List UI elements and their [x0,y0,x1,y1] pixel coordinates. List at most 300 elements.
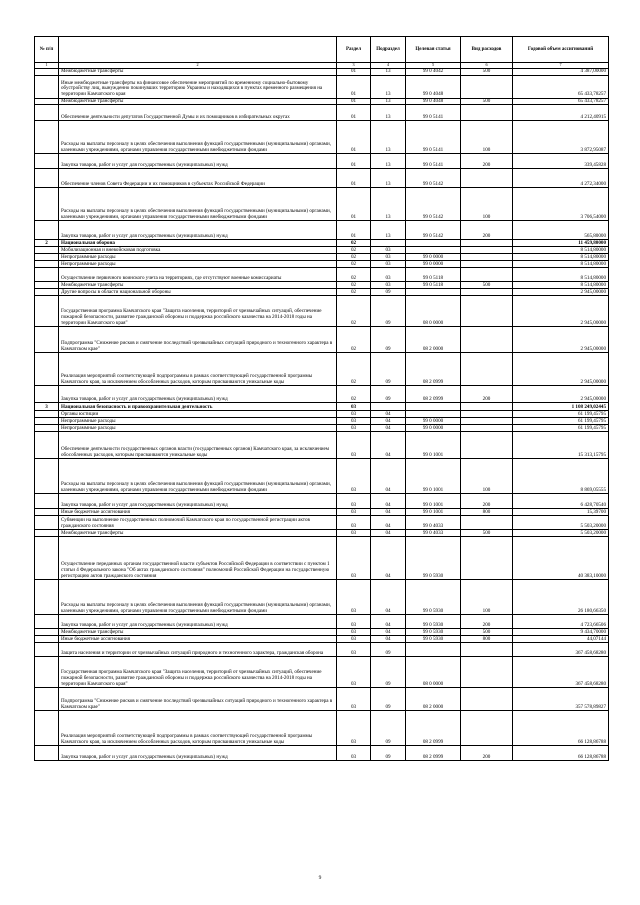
cell-amount: 367 458,68280 [513,657,609,688]
cell-amount: 3 706,54000 [513,188,609,221]
cell-target [406,411,461,418]
table-row [35,254,609,261]
cell-subsection: 09 [371,296,406,327]
table-row [35,643,609,657]
cell-amount: 40 383,10000 [513,537,609,580]
cell-exptype [461,105,513,121]
cell-name: Расходы на выплаты персоналу в целях обеспечения выполнения функций государственными (муниципальными) органами, казенными учреждениями, органами управления государственными внебюджетными фондами [59,459,337,494]
cell-amount: 9 434,70000 [513,629,609,636]
cell-name: Субвенции на выполнение государственных полномочий Камчатского края по государственной регистрации актов гражданского состояния [59,516,337,530]
cell-name: Иные межбюджетные трансферты на финансовое обеспечение мероприятий по временному социально-бытовому обустройству лиц, вынужденно покинувших территорию Украины и находящихся в пунктах временного размещения на территории Камчатского края [59,75,337,98]
cell-section: 01 [337,75,371,98]
cell-section: 03 [337,459,371,494]
cell-subsection: 13 [371,121,406,154]
cell-section: 03 [337,636,371,643]
header-subsection: Подраздел [371,37,406,63]
cell-name: Государственная программа Камчатского края "Защита населения, территорий от чрезвычайных ситуаций, обеспечение пожарной безопасности, развитие гражданской обороны и поддержка российского казачества на 2014-2018 годы на территории Камчатского края" [59,296,337,327]
column-index: 4 [371,63,406,69]
cell-subsection: 09 [371,657,406,688]
cell-subsection: 09 [371,711,406,746]
table-row [35,494,609,509]
cell-target [406,240,461,247]
table-row [35,411,609,418]
cell-section: 03 [337,629,371,636]
cell-subsection: 09 [371,327,406,353]
cell-num [35,105,59,121]
cell-section: 01 [337,188,371,221]
cell-exptype [461,268,513,282]
cell-subsection: 13 [371,221,406,240]
cell-amount: 2 945,00000 [513,327,609,353]
cell-section: 02 [337,327,371,353]
cell-exptype: 100 [461,459,513,494]
cell-exptype [461,169,513,188]
cell-num [35,261,59,268]
cell-target: 08 2 0999 [406,353,461,386]
cell-exptype: 100 [461,121,513,154]
cell-subsection [371,403,406,411]
cell-exptype [461,516,513,530]
cell-num [35,69,59,76]
cell-name: Защита населения и территории от чрезвычайных ситуаций природного и техногенного характера, гражданская оборона [59,643,337,657]
cell-amount: 8 514,80000 [513,247,609,254]
table-row [35,282,609,289]
cell-exptype [461,432,513,459]
cell-amount: 15 313,15795 [513,432,609,459]
cell-amount: 5 503,20000 [513,530,609,537]
cell-subsection: 09 [371,289,406,296]
cell-target: 99 0 1001 [406,459,461,494]
cell-section: 02 [337,386,371,403]
cell-subsection: 04 [371,411,406,418]
cell-subsection: 03 [371,254,406,261]
cell-amount: 66 128,86788 [513,711,609,746]
cell-section: 03 [337,688,371,711]
cell-exptype [461,75,513,98]
cell-exptype [461,403,513,411]
budget-table [34,36,609,761]
cell-num [35,75,59,98]
cell-num [35,509,59,516]
table-row [35,98,609,105]
cell-amount: 357 578,89827 [513,688,609,711]
cell-exptype [461,688,513,711]
cell-section: 02 [337,254,371,261]
cell-amount: 61 199,45795 [513,411,609,418]
cell-name: Национальная безопасность и правоохранительная деятельность [59,403,337,411]
table-row [35,240,609,247]
cell-section: 02 [337,261,371,268]
column-index: 2 [59,63,337,69]
cell-num [35,296,59,327]
cell-section: 01 [337,105,371,121]
header-exptype: Вид расходов [461,37,513,63]
cell-section: 01 [337,121,371,154]
cell-num [35,169,59,188]
cell-subsection: 04 [371,516,406,530]
cell-section: 01 [337,154,371,169]
cell-exptype: 100 [461,580,513,615]
table-row [35,261,609,268]
table-row [35,188,609,221]
cell-num [35,221,59,240]
cell-num [35,537,59,580]
cell-amount: 4 212,40915 [513,105,609,121]
cell-target: 99 0 4048 [406,75,461,98]
cell-num [35,494,59,509]
cell-num [35,688,59,711]
cell-num [35,530,59,537]
header-name [59,37,337,63]
cell-exptype [461,240,513,247]
cell-amount: 61 199,45795 [513,425,609,432]
cell-amount: 8 514,80000 [513,254,609,261]
cell-target: 99 0 5118 [406,268,461,282]
cell-exptype: 200 [461,386,513,403]
cell-subsection: 04 [371,629,406,636]
cell-num [35,98,59,105]
cell-amount: 26 180,66350 [513,580,609,615]
cell-subsection: 03 [371,247,406,254]
cell-name: Расходы на выплаты персоналу в целях обеспечения выполнения функций государственными (муниципальными) органами, казенными учреждениями, органами управления государственными внебюджетными фондами [59,121,337,154]
cell-name: Обеспечение членов Совета Федерации и их помощников в субъектах Российской Федерации [59,169,337,188]
table-row [35,418,609,425]
cell-name: Межбюджетные трансферты [59,530,337,537]
cell-name: Непрограммные расходы [59,425,337,432]
cell-name: Межбюджетные трансферты [59,629,337,636]
cell-target: 99 0 5930 [406,636,461,643]
cell-num [35,432,59,459]
cell-exptype: 200 [461,494,513,509]
cell-num [35,459,59,494]
header-amount: Годовой объем ассигнований [513,37,609,63]
cell-amount: 44,07144 [513,636,609,643]
table-row [35,75,609,98]
cell-num [35,247,59,254]
cell-section: 02 [337,247,371,254]
cell-subsection: 04 [371,425,406,432]
cell-target: 08 2 0999 [406,711,461,746]
cell-amount: 8 514,80000 [513,268,609,282]
cell-target: 99 0 5142 [406,169,461,188]
cell-exptype: 100 [461,188,513,221]
cell-num: 3 [35,403,59,411]
cell-exptype: 500 [461,98,513,105]
cell-amount: 66 128,86788 [513,746,609,761]
cell-section: 03 [337,432,371,459]
cell-section: 01 [337,169,371,188]
cell-num [35,188,59,221]
cell-num [35,353,59,386]
cell-target [406,403,461,411]
cell-name: Межбюджетные трансферты [59,98,337,105]
column-index: 6 [461,63,513,69]
cell-section: 03 [337,537,371,580]
cell-exptype: 500 [461,69,513,76]
cell-num [35,268,59,282]
cell-exptype [461,411,513,418]
cell-subsection: 04 [371,432,406,459]
cell-exptype: 200 [461,746,513,761]
table-row [35,289,609,296]
table-row [35,746,609,761]
cell-num [35,418,59,425]
cell-section: 02 [337,268,371,282]
cell-subsection: 04 [371,459,406,494]
table-row [35,353,609,386]
cell-target: 99 0 5142 [406,221,461,240]
cell-exptype: 200 [461,154,513,169]
cell-num [35,657,59,688]
cell-num [35,282,59,289]
table-row [35,657,609,688]
cell-subsection [371,240,406,247]
cell-num [35,386,59,403]
cell-amount: 2 945,00000 [513,386,609,403]
cell-subsection: 09 [371,353,406,386]
cell-target [406,289,461,296]
cell-amount: 8 514,80000 [513,282,609,289]
cell-subsection: 13 [371,75,406,98]
cell-subsection: 03 [371,268,406,282]
cell-section: 02 [337,296,371,327]
table-row [35,509,609,516]
cell-target: 99 0 4033 [406,530,461,537]
cell-target [406,643,461,657]
cell-subsection: 09 [371,643,406,657]
cell-section: 03 [337,418,371,425]
cell-subsection: 04 [371,509,406,516]
cell-subsection: 09 [371,386,406,403]
cell-section: 03 [337,530,371,537]
cell-section: 01 [337,98,371,105]
cell-amount: 339,45828 [513,154,609,169]
cell-name: Закупка товаров, работ и услуг для государственных (муниципальных) нужд [59,494,337,509]
column-index: 3 [337,63,371,69]
column-index: 5 [406,63,461,69]
cell-amount: 11 459,80000 [513,240,609,247]
cell-num [35,121,59,154]
cell-name: Обеспечение деятельности государственных органов власти (государственных органов) Камчатского края, за исключением обособленных расходов, которым присваиваются уникальные коды [59,432,337,459]
cell-amount: 15,39700 [513,509,609,516]
table-row [35,516,609,530]
cell-name: Национальная оборона [59,240,337,247]
cell-amount: 61 199,45795 [513,418,609,425]
cell-section: 03 [337,711,371,746]
cell-subsection: 13 [371,154,406,169]
cell-subsection: 13 [371,169,406,188]
table-row [35,615,609,629]
table-row [35,105,609,121]
table-row [35,425,609,432]
table-row [35,459,609,494]
cell-name: Закупка товаров, работ и услуг для государственных (муниципальных) нужд [59,386,337,403]
cell-target: 99 0 1001 [406,432,461,459]
cell-section: 02 [337,282,371,289]
cell-num [35,711,59,746]
cell-exptype: 500 [461,282,513,289]
cell-amount: 8 869,05555 [513,459,609,494]
cell-target: 99 0 1001 [406,509,461,516]
cell-amount: 3 872,95087 [513,121,609,154]
cell-name: Мобилизационная и вневойсковая подготовка [59,247,337,254]
cell-name: Расходы на выплаты персоналу в целях обеспечения выполнения функций государственными (муниципальными) органами, казенными учреждениями, органами управления государственными внебюджетными фондами [59,580,337,615]
cell-exptype [461,353,513,386]
cell-section: 03 [337,425,371,432]
cell-subsection: 03 [371,261,406,268]
cell-section: 03 [337,657,371,688]
cell-name: Подпрограмма "Снижение рисков и смягчение последствий чрезвычайных ситуаций природного и техногенного характера в Камчатском крае" [59,327,337,353]
cell-name: Непрограммные расходы [59,418,337,425]
cell-num [35,289,59,296]
cell-name: Непрограммные расходы [59,254,337,261]
table-row [35,530,609,537]
cell-target: 99 0 0000 [406,425,461,432]
cell-num [35,746,59,761]
cell-subsection: 04 [371,530,406,537]
table-row [35,268,609,282]
cell-subsection: 09 [371,688,406,711]
cell-exptype [461,537,513,580]
table-body [35,69,609,761]
cell-exptype [461,296,513,327]
cell-amount: 5 503,20000 [513,516,609,530]
cell-target: 08 2 0999 [406,386,461,403]
cell-section: 03 [337,403,371,411]
cell-target: 08 2 0000 [406,688,461,711]
cell-name: Реализация мероприятий соответствующей подпрограммы в рамках соответствующей государственной программы Камчатского края, за исключением обособленных расходов, которым присваиваются уникальные коды [59,711,337,746]
cell-section: 02 [337,240,371,247]
table-row [35,432,609,459]
cell-amount: 2 945,00000 [513,289,609,296]
table-row [35,537,609,580]
cell-target: 08 0 0000 [406,296,461,327]
cell-exptype [461,327,513,353]
table-row [35,688,609,711]
cell-target: 99 0 5141 [406,105,461,121]
cell-subsection: 04 [371,636,406,643]
cell-target: 99 0 1001 [406,494,461,509]
cell-exptype: 500 [461,530,513,537]
cell-section: 03 [337,580,371,615]
cell-section: 02 [337,353,371,386]
cell-subsection: 03 [371,282,406,289]
cell-amount: 4 387,00000 [513,69,609,76]
cell-section: 02 [337,289,371,296]
table-row [35,711,609,746]
cell-exptype: 800 [461,509,513,516]
cell-num [35,516,59,530]
cell-amount: 4 272,34000 [513,169,609,188]
cell-target: 99 0 5141 [406,154,461,169]
cell-subsection: 04 [371,615,406,629]
table-row [35,296,609,327]
cell-target: 99 0 5142 [406,188,461,221]
cell-target: 08 2 0999 [406,746,461,761]
cell-target: 99 0 5930 [406,580,461,615]
header-num: № п/п [35,37,59,63]
cell-section: 01 [337,221,371,240]
column-index: 7 [513,63,609,69]
cell-amount: 2 945,00000 [513,296,609,327]
cell-amount: 2 945,00000 [513,353,609,386]
cell-amount: 65 433,78257 [513,75,609,98]
header-target: Целевая статья [406,37,461,63]
cell-subsection: 13 [371,98,406,105]
table-row [35,403,609,411]
table-row [35,580,609,615]
table-row [35,629,609,636]
cell-exptype [461,289,513,296]
cell-exptype [461,711,513,746]
cell-name: Закупка товаров, работ и услуг для государственных (муниципальных) нужд [59,221,337,240]
cell-name: Обеспечение деятельности депутатов Государственной Думы и их помощников в избирательных округах [59,105,337,121]
cell-section: 01 [337,69,371,76]
cell-target: 99 0 5930 [406,629,461,636]
cell-name: Закупка товаров, работ и услуг для государственных (муниципальных) нужд [59,154,337,169]
cell-exptype [461,425,513,432]
cell-subsection: 13 [371,188,406,221]
cell-num [35,636,59,643]
cell-amount: 1 108 249,02445 [513,403,609,411]
cell-target: 99 0 5930 [406,537,461,580]
cell-exptype [461,247,513,254]
cell-num [35,327,59,353]
cell-target: 99 0 4033 [406,516,461,530]
cell-target: 99 0 4048 [406,98,461,105]
page-number: 9 [318,875,322,881]
cell-name: Непрограммные расходы [59,261,337,268]
cell-name: Реализация мероприятий соответствующей подпрограммы в рамках соответствующей государственной программы Камчатского края, за исключением обособленных расходов, которым присваиваются уникальные коды [59,353,337,386]
table-row [35,247,609,254]
cell-exptype: 200 [461,615,513,629]
cell-amount: 565,80000 [513,221,609,240]
cell-amount: 367 458,68280 [513,643,609,657]
cell-section: 03 [337,516,371,530]
cell-name: Подпрограмма "Снижение рисков и смягчение последствий чрезвычайных ситуаций природного и техногенного характера в Камчатском крае" [59,688,337,711]
cell-exptype: 200 [461,221,513,240]
cell-exptype [461,643,513,657]
cell-name: Органы юстиции [59,411,337,418]
cell-exptype [461,261,513,268]
cell-subsection: 04 [371,580,406,615]
cell-exptype: 500 [461,629,513,636]
cell-target: 99 0 5118 [406,282,461,289]
cell-num [35,615,59,629]
cell-target: 08 0 0000 [406,657,461,688]
table-row [35,221,609,240]
column-index: 1 [35,63,59,69]
cell-name: Иные бюджетные ассигнования [59,636,337,643]
cell-name: Государственная программа Камчатского края "Защита населения, территорий от чрезвычайных ситуаций, обеспечение пожарной безопасности, развитие гражданской обороны и поддержка российского казачества на 2014-2018 годы на территории Камчатского края" [59,657,337,688]
cell-exptype [461,418,513,425]
cell-target: 99 0 5141 [406,121,461,154]
table-row [35,327,609,353]
table-row [35,69,609,76]
cell-name: Иные бюджетные ассигнования [59,509,337,516]
cell-num [35,643,59,657]
cell-num [35,411,59,418]
cell-target: 99 0 5930 [406,615,461,629]
cell-section: 03 [337,615,371,629]
cell-subsection: 04 [371,418,406,425]
table-row [35,154,609,169]
table-row [35,169,609,188]
cell-target: 99 0 4042 [406,69,461,76]
cell-name: Межбюджетные трансферты [59,282,337,289]
cell-num [35,425,59,432]
table-row [35,386,609,403]
